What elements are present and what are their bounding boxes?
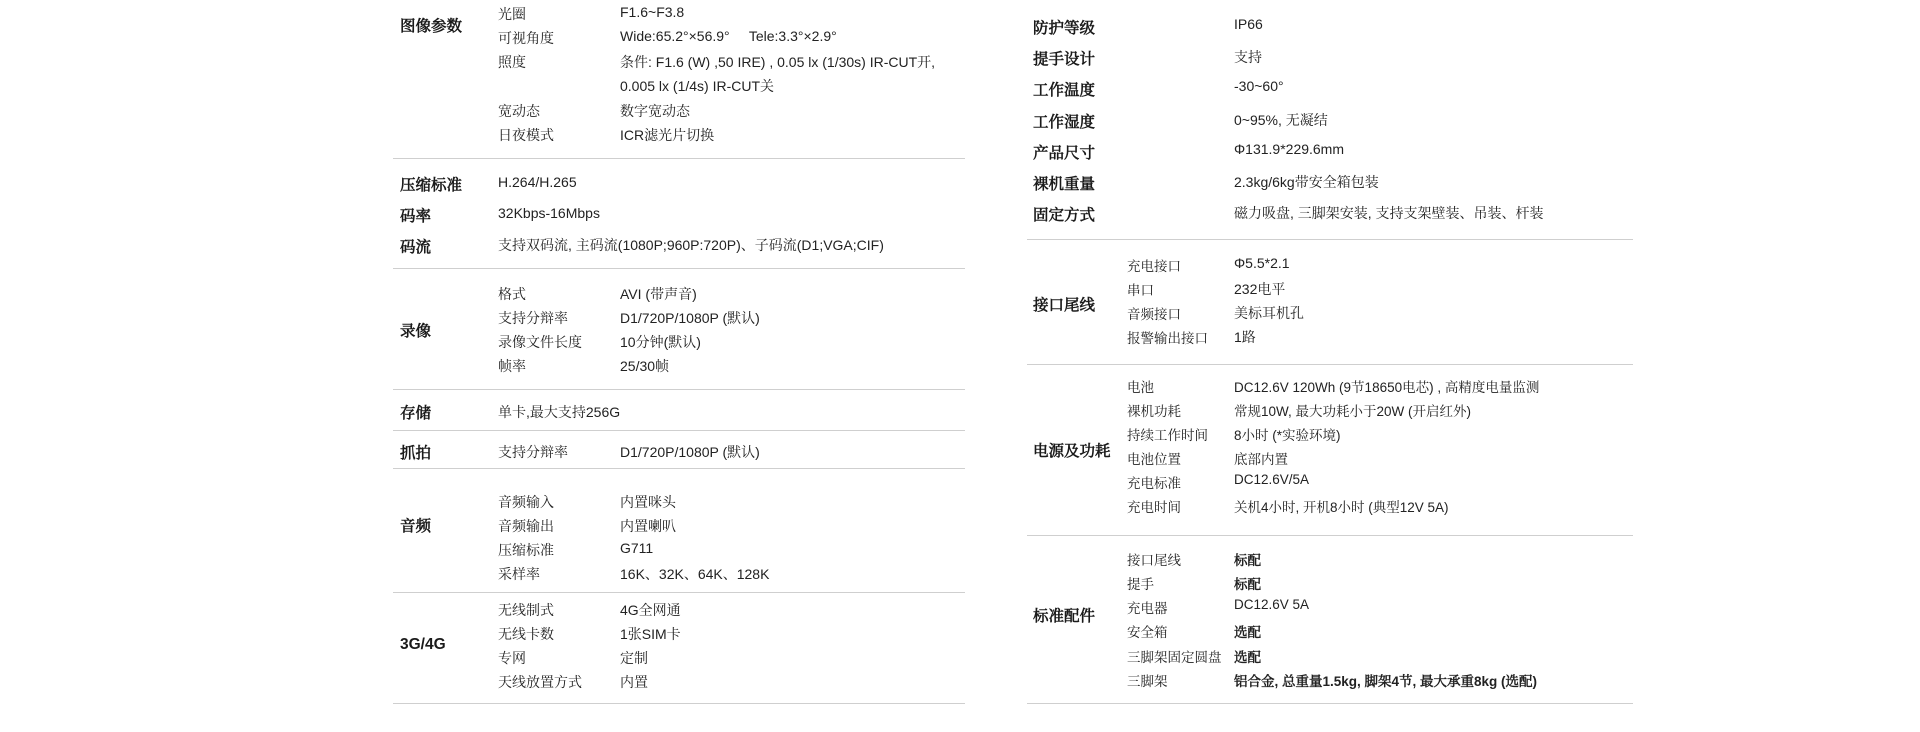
spec-value: 2.3kg/6kg带安全箱包装 (1234, 174, 1379, 190)
spec-key: 报警输出接口 (1127, 331, 1208, 346)
spec-key: 无线卡数 (498, 626, 554, 642)
section-title: 码流 (400, 239, 432, 256)
spec-value: 10分钟(默认) (620, 334, 701, 350)
spec-value: 美标耳机孔 (1234, 305, 1304, 321)
spec-key: 支持分辩率 (498, 310, 568, 326)
spec-value: 磁力吸盘, 三脚架安装, 支持支架壁装、吊装、杆装 (1234, 205, 1544, 221)
section-title: 抓拍 (400, 445, 432, 462)
spec-value: 关机4小时, 开机8小时 (典型12V 5A) (1234, 500, 1449, 515)
spec-title: 固定方式 (1033, 207, 1096, 224)
spec-key: 充电器 (1127, 601, 1168, 616)
section-title: 电源及功耗 (1033, 443, 1111, 460)
section-general (1027, 0, 1633, 240)
spec-value: 内置喇叭 (620, 518, 676, 534)
spec-key: 天线放置方式 (498, 674, 582, 690)
section-title: 标准配件 (1033, 608, 1096, 625)
section-title: 图像参数 (400, 18, 463, 35)
spec-value: 标配 (1234, 553, 1261, 568)
spec-key: 音频输入 (498, 494, 554, 510)
spec-value: 25/30帧 (620, 358, 670, 374)
spec-title: 工作温度 (1033, 82, 1096, 99)
spec-value: Φ131.9*229.6mm (1234, 141, 1345, 157)
spec-key: 提手 (1127, 577, 1154, 592)
section-accessories (1027, 536, 1633, 704)
section-title: 录像 (400, 323, 432, 340)
spec-value: IP66 (1234, 16, 1263, 32)
spec-title: 产品尺寸 (1033, 145, 1096, 162)
spec-value: 条件: F1.6 (W) ,50 IRE) , 0.05 lx (1/30s) IR-CUT开, (620, 54, 936, 70)
section-audio (393, 469, 965, 593)
section-interface (1027, 240, 1633, 365)
spec-value: 1张SIM卡 (620, 626, 681, 642)
spec-key: 日夜模式 (498, 127, 554, 143)
spec-value: 232电平 (1234, 281, 1286, 297)
spec-value: 1路 (1234, 329, 1256, 345)
section-title: 音频 (400, 518, 432, 535)
spec-title: 裸机重量 (1033, 176, 1096, 193)
spec-value: 内置咪头 (620, 494, 676, 510)
spec-value: 标配 (1234, 577, 1261, 592)
spec-value: 选配 (1234, 650, 1261, 665)
spec-value: 内置 (620, 674, 648, 690)
spec-key: 持续工作时间 (1127, 428, 1208, 443)
spec-value: 支持双码流, 主码流(1080P;960P:720P)、子码流(D1;VGA;CIF) (498, 237, 884, 253)
section-encoding (393, 159, 965, 269)
spec-key: 裸机功耗 (1127, 404, 1181, 419)
spec-value: F1.6~F3.8 (620, 4, 685, 20)
spec-key: 光圈 (498, 6, 526, 22)
spec-value: H.264/H.265 (498, 174, 577, 190)
spec-value: DC12.6V/5A (1234, 472, 1310, 487)
section-title: 3G/4G (400, 636, 446, 653)
spec-key: 充电标准 (1127, 476, 1181, 491)
spec-value: Φ5.5*2.1 (1234, 255, 1290, 271)
spec-value: 16K、32K、64K、128K (620, 566, 770, 582)
spec-value: 0~95%, 无凝结 (1234, 112, 1328, 128)
section-recording (393, 269, 965, 390)
spec-key: 三脚架固定圆盘 (1127, 650, 1222, 665)
spec-key: 安全箱 (1127, 625, 1168, 640)
spec-value: 铝合金, 总重量1.5kg, 脚架4节, 最大承重8kg (选配) (1234, 674, 1538, 689)
spec-value: DC12.6V 5A (1234, 597, 1310, 612)
spec-value: 支持 (1234, 49, 1262, 65)
section-snapshot (393, 431, 965, 469)
section-title: 接口尾线 (1033, 297, 1096, 314)
spec-value: G711 (620, 540, 654, 556)
spec-value: 选配 (1234, 625, 1261, 640)
spec-value: 常规10W, 最大功耗小于20W (开启红外) (1234, 404, 1472, 419)
spec-key: 宽动态 (498, 103, 540, 119)
spec-key: 支持分辩率 (498, 444, 568, 460)
spec-value: 单卡,最大支持256G (498, 404, 621, 420)
spec-value: 底部内置 (1234, 452, 1288, 467)
spec-key: 录像文件长度 (498, 334, 582, 350)
spec-value: 数字宽动态 (620, 103, 690, 119)
section-title: 码率 (400, 208, 432, 225)
section-storage (393, 390, 965, 431)
spec-key: 串口 (1127, 283, 1154, 298)
section-title: 存储 (400, 405, 432, 422)
spec-value: 4G全网通 (620, 602, 681, 618)
section-image-params (393, 0, 965, 159)
section-network (393, 593, 965, 704)
spec-value: 32Kbps-16Mbps (498, 205, 600, 221)
spec-title: 提手设计 (1033, 51, 1096, 68)
spec-key: 电池 (1127, 380, 1154, 395)
spec-key: 接口尾线 (1127, 553, 1181, 568)
spec-key: 专网 (498, 650, 526, 666)
spec-key: 音频接口 (1127, 307, 1181, 322)
spec-value: -30~60° (1234, 78, 1284, 94)
spec-value: 8小时 (*实验环境) (1234, 428, 1341, 443)
spec-key: 充电时间 (1127, 500, 1181, 515)
spec-value: Wide:65.2°×56.9° Tele:3.3°×2.9° (620, 28, 837, 44)
spec-key: 照度 (498, 54, 526, 70)
spec-key: 格式 (498, 286, 526, 302)
spec-value: ICR滤光片切换 (620, 127, 715, 143)
spec-key: 可视角度 (498, 30, 554, 46)
spec-title: 工作湿度 (1033, 114, 1096, 131)
spec-value: 0.005 lx (1/4s) IR-CUT关 (620, 78, 775, 94)
spec-key: 无线制式 (498, 602, 554, 618)
section-title: 压缩标准 (400, 177, 463, 194)
spec-key: 电池位置 (1127, 452, 1181, 467)
spec-value: DC12.6V 120Wh (9节18650电芯) , 高精度电量监测 (1234, 380, 1540, 395)
spec-key: 采样率 (498, 566, 540, 582)
spec-value: 定制 (620, 650, 648, 666)
spec-title: 防护等级 (1033, 20, 1096, 37)
spec-value: D1/720P/1080P (默认) (620, 444, 760, 460)
spec-key: 压缩标准 (498, 542, 554, 558)
spec-value: D1/720P/1080P (默认) (620, 310, 760, 326)
spec-value: AVI (带声音) (620, 286, 697, 302)
section-power (1027, 365, 1633, 536)
spec-key: 帧率 (498, 358, 526, 374)
spec-key: 三脚架 (1127, 674, 1168, 689)
spec-key: 音频输出 (498, 518, 554, 534)
spec-key: 充电接口 (1127, 259, 1181, 274)
